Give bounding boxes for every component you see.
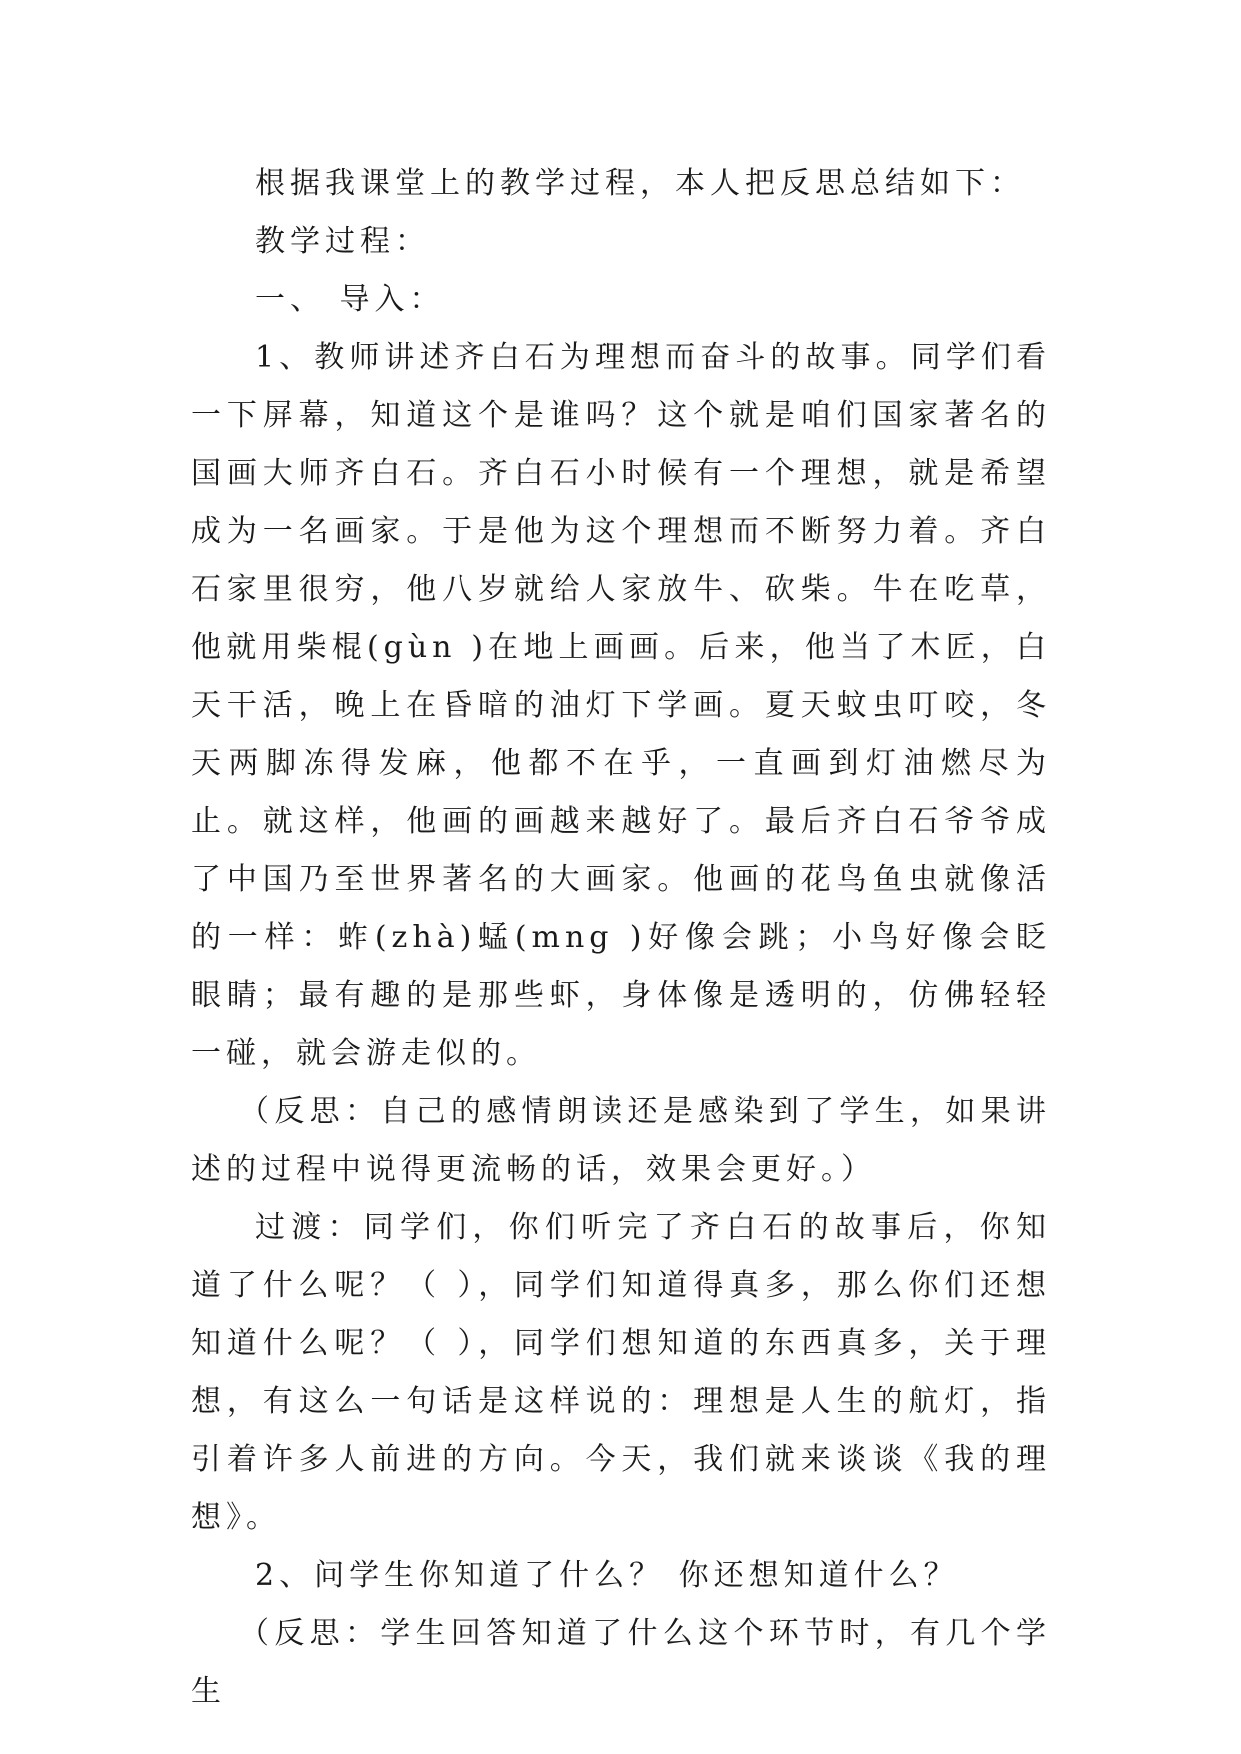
paragraph-heading-intro: 一、 导入： bbox=[255, 282, 445, 317]
paragraph-reflection-2: （反思：学生回答知道了什么这个环节时，有几个学生 bbox=[191, 1616, 1051, 1709]
document-page bbox=[191, 155, 1051, 1721]
paragraph-story: 1、教师讲述齐白石为理想而奋斗的故事。同学们看一下屏幕，知道这个是谁吗？这个就是咱们国家著名的国画大师齐白石。齐白石小时候有一个理想，就是希望成为一名画家。于是他为这个理想而不断努力着。齐白石家里很穷，他八岁就给人家放牛、砍柴。牛在吃草，他就用柴棍(gùn )在地上画画。后来，他当了木匠，白天干活，晚上在昏暗的油灯下学画。夏天蚊虫叮咬，冬天两脚冻得发麻，他都不在乎，一直画到灯油燃尽为止。就这样，他画的画越来越好了。最后齐白石爷爷成了中国乃至世界著名的大画家。他画的花鸟鱼虫就像活的一样：蚱(zhà)蜢(mng )好像会跳；小鸟好像会眨眼睛；最有趣的是那些虾，身体像是透明的，仿佛轻轻一碰，就会游走似的。 bbox=[191, 340, 1051, 1071]
paragraph-questions: 2、问学生你知道了什么？ 你还想知道什么？ bbox=[255, 1558, 959, 1593]
paragraph-reflection-1: （反思：自己的感情朗读还是感染到了学生，如果讲述的过程中说得更流畅的话，效果会更好。） bbox=[191, 1094, 1051, 1187]
paragraph-transition: 过渡：同学们，你们听完了齐白石的故事后，你知道了什么呢？（ ），同学们知道得真多，那么你们还想知道什么呢？（ ），同学们想知道的东西真多，关于理想，有这么一句话是这样说的：理想是人生的航灯，指引着许多人前进的方向。今天，我们就来谈谈《我的理想》。 bbox=[191, 1210, 1051, 1535]
paragraph-heading-process: 教学过程： bbox=[255, 224, 430, 259]
paragraph-intro: 根据我课堂上的教学过程，本人把反思总结如下： bbox=[255, 166, 1025, 201]
